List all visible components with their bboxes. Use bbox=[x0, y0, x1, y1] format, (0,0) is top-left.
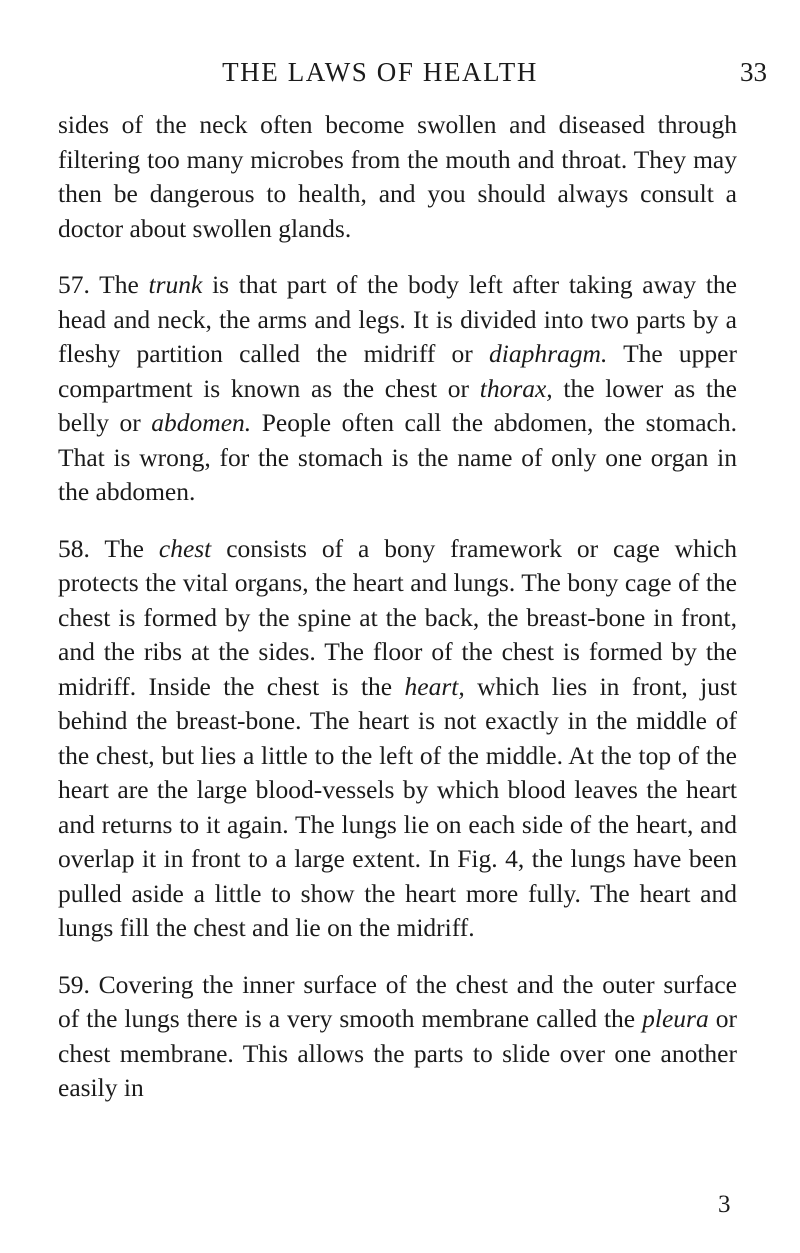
paragraph-number: 57. bbox=[58, 270, 90, 299]
paragraph-text: Covering the inner surface of the chest and the outer surface of the lungs there is a very smooth membrane called the bbox=[58, 969, 737, 1033]
paragraph-57 bbox=[58, 268, 737, 510]
italic-term: chest bbox=[158, 533, 212, 563]
paragraph-text: People often call the abdomen, the stomach. That is wrong, for the stomach is the name of only one organ in the abdomen. bbox=[58, 408, 737, 506]
paragraph-text: The bbox=[89, 270, 149, 299]
paragraph-text: or chest membrane. This allows the parts to slide over one another easily in bbox=[58, 1004, 737, 1102]
page-number: 33 bbox=[740, 57, 767, 87]
paragraph-text: The bbox=[89, 533, 159, 563]
paragraph-text: The upper compartment is known as the chest or bbox=[58, 339, 737, 403]
paragraph-continued bbox=[58, 108, 737, 246]
body-text bbox=[58, 108, 737, 1128]
paragraph-number: 59. bbox=[58, 969, 90, 999]
signature-mark: 3 bbox=[718, 1191, 731, 1218]
italic-term: heart, bbox=[404, 671, 465, 701]
italic-term: diaphragm. bbox=[489, 339, 608, 368]
paragraph-text: consists of a bony framework or cage which protects the vital organs, the heart and lungs. The bony cage of the chest is formed by the spine at the back, the breast-bone in front, and the ribs at the sides. The floor of the chest is formed by the midriff. Inside the chest is the bbox=[58, 533, 737, 701]
paragraph-text: is that part of the body left after taking away the head and neck, the arms and legs. It is divided into two parts by a fleshy partition called the midriff or bbox=[58, 270, 737, 368]
paragraph-number: 58. bbox=[58, 533, 90, 563]
paragraph-text: the lower as the belly or bbox=[58, 373, 737, 437]
italic-term: abdomen. bbox=[151, 408, 252, 437]
italic-term: thorax, bbox=[479, 373, 553, 403]
italic-term: pleura bbox=[642, 1004, 709, 1033]
paragraph-text: which lies in front, just behind the breast-bone. The heart is not exactly in the middle of the chest, but lies a little to the left of the middle. At the top of the heart are the large blood-vessels by which blood leaves the heart and returns to it again. The lungs lie on each side of the heart, and overlap it in front to a large extent. In Fig. 4, the lungs have been pulled aside a little to show the heart more fully. The heart and lungs fill the chest and lie on the midriff. bbox=[58, 671, 737, 942]
italic-term: trunk bbox=[148, 270, 203, 299]
paragraph-text: sides of the neck often become swollen and diseased through filtering too many microbes from the mouth and throat. They may then be dangerous to health, and you should always consult a doctor about swollen glands. bbox=[58, 110, 737, 243]
paragraph-59 bbox=[58, 968, 737, 1106]
paragraph-58 bbox=[58, 532, 737, 946]
running-title: THE LAWS OF HEALTH bbox=[222, 57, 538, 87]
